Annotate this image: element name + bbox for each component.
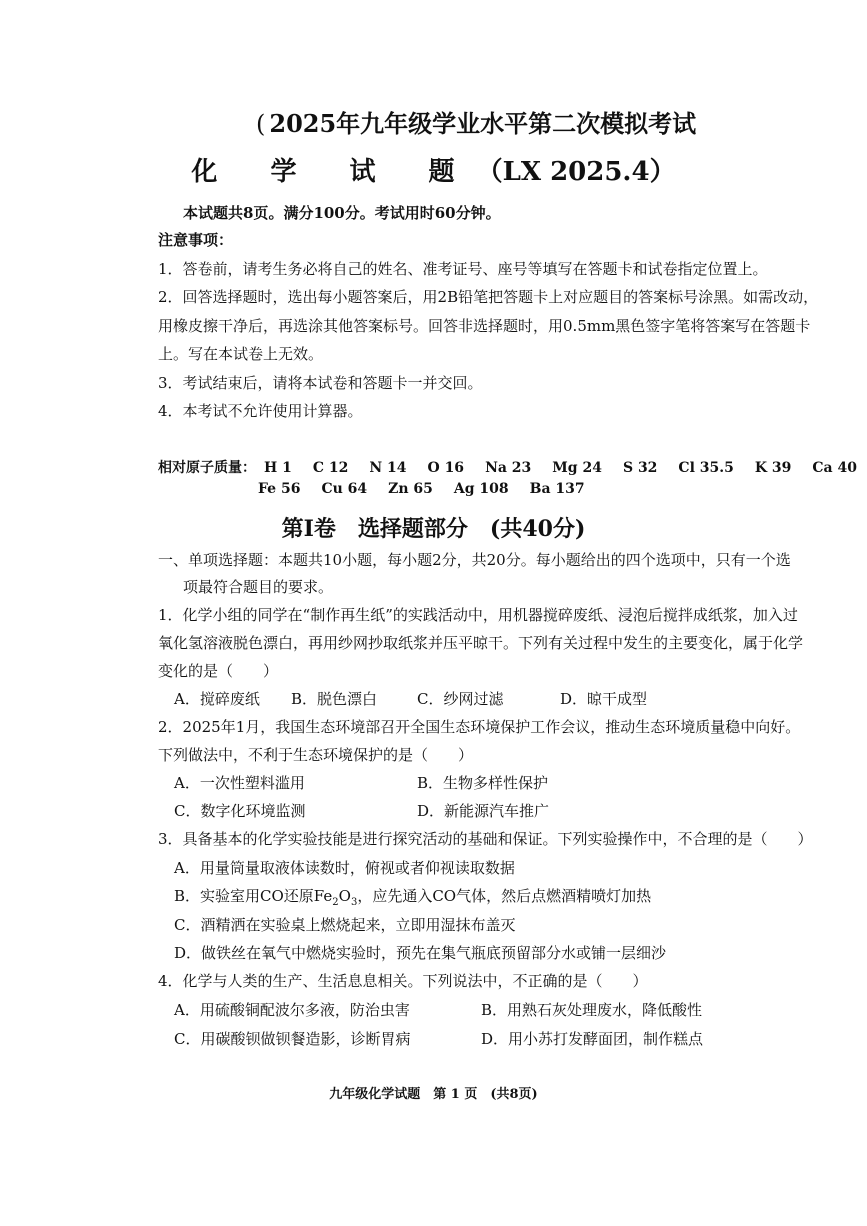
note-4: 4．本考试不允许使用计算器。 [158,402,363,420]
mass-item: C 12 [312,460,349,476]
section-title: 第Ⅰ卷 选择题部分 (共40分) [281,516,586,542]
q4-option-b: B．用熟石灰处理废水，降低酸性 [481,1001,703,1019]
q2-line1: 2．2025年1月，我国生态环境部召开全国生态环境保护工作会议，推动生态环境质量稳中向好。 [158,718,801,736]
mass-item: S 32 [622,460,658,476]
page-footer: 九年级化学试题 第 1 页 (共8页) [329,1087,538,1102]
section-instr-a: 一、单项选择题：本题共10小题，每小题2分，共20分。每小题给出的四个选项中，只有一个选 [158,551,791,569]
section-instr-b: 项最符合题目的要求。 [183,578,334,596]
q3-option-b-mid: O [338,887,351,905]
subscript: 2 [332,897,339,908]
q3-option-d: D．做铁丝在氧气中燃烧实验时，预先在集气瓶底预留部分水或铺一层细沙 [174,944,667,962]
q4-option-a: A．用硫酸铜配波尔多液，防治虫害 [174,1001,410,1019]
mass-item: Ag 108 [453,481,509,497]
atomic-masses-label: 相对原子质量： [158,460,256,476]
q4-line1: 4．化学与人类的生产、生活息息相关。下列说法中，不正确的是（ ） [158,972,648,990]
q1-line3: 变化的是（ ） [158,662,279,680]
mass-item: Na 23 [485,460,532,476]
q2-option-c: C．数字化环境监测 [174,802,306,820]
atomic-masses-row1 [158,457,857,477]
exam-title [256,104,696,139]
q3-option-a: A．用量筒量取液体读数时，俯视或者仰视读取数据 [174,859,515,877]
q3-option-b [174,889,651,910]
mass-item: N 14 [369,460,407,476]
note-2a: 2．回答选择题时，选出每小题答案后，用2B铅笔把答题卡上对应题目的答案标号涂黑。如需改动， [158,288,819,306]
q1-line1: 1．化学小组的同学在“制作再生纸”的实践活动中，用机器搅碎废纸、浸泡后搅拌成纸浆，加入过 [158,606,798,624]
exam-code: （LX 2025.4） [476,157,676,187]
q2-option-b: B．生物多样性保护 [417,774,549,792]
q1-option-c: C．纱网过滤 [417,690,504,708]
atomic-masses-row2 [258,481,585,497]
note-2c: 上。写在本试卷上无效。 [158,345,324,363]
q3-option-b-post: ，应先通入CO气体，然后点燃酒精喷灯加热 [357,887,652,905]
q3-option-b-pre: B．实验室用CO还原Fe [174,887,333,905]
q1-option-a: A．搅碎废纸 [174,690,260,708]
subject-title [0,151,867,188]
notes-heading: 注意事项： [158,231,234,249]
exam-intro: 本试题共8页。满分100分。考试用时60分钟。 [183,204,501,222]
mass-item: Cu 64 [321,481,368,497]
q2-line2: 下列做法中，不利于生态环境保护的是（ ） [158,746,474,764]
mass-item: Cl 35.5 [678,460,734,476]
q2-option-a: A．一次性塑料滥用 [174,774,305,792]
q3-option-c: C．酒精洒在实验桌上燃烧起来，立即用湿抹布盖灭 [174,916,516,934]
mass-item: H 1 [264,460,292,476]
mass-item: Fe 56 [258,481,301,497]
mass-item: O 16 [427,460,465,476]
mass-item: Zn 65 [388,481,433,497]
q1-option-b: B．脱色漂白 [291,690,378,708]
note-2b: 用橡皮擦干净后，再选涂其他答案标号。回答非选择题时，用0.5mm黑色签字笔将答案写在答题卡 [158,317,811,335]
note-1: 1．答卷前，请考生务必将自己的姓名、准考证号、座号等填写在答题卡和试卷指定位置上。 [158,260,768,278]
q3-line1: 3．具备基本的化学实验技能是进行探究活动的基础和保证。下列实验操作中，不合理的是（ ） [158,830,813,848]
q1-option-d: D．晾干成型 [560,690,648,708]
title-line1: 2025年九年级学业水平第二次模拟考试 [269,109,697,138]
subject-name: 化 学 试 题 [191,157,477,187]
subscript: 3 [350,897,358,908]
mass-item: Ca 40 [812,460,857,476]
note-3: 3．考试结束后，请将本试卷和答题卡一并交回。 [158,374,483,392]
mass-item: K 39 [754,460,792,476]
title-mark: ( [256,110,266,138]
mass-item: Ba 137 [529,481,585,497]
mass-item: Mg 24 [552,460,602,476]
q1-line2: 氧化氢溶液脱色漂白，再用纱网抄取纸浆并压平晾干。下列有关过程中发生的主要变化，属于化学 [158,634,804,652]
q4-option-c: C．用碳酸钡做钡餐造影，诊断胃病 [174,1030,411,1048]
q2-option-d: D．新能源汽车推广 [417,802,550,820]
q4-option-d: D．用小苏打发酵面团，制作糕点 [481,1030,704,1048]
